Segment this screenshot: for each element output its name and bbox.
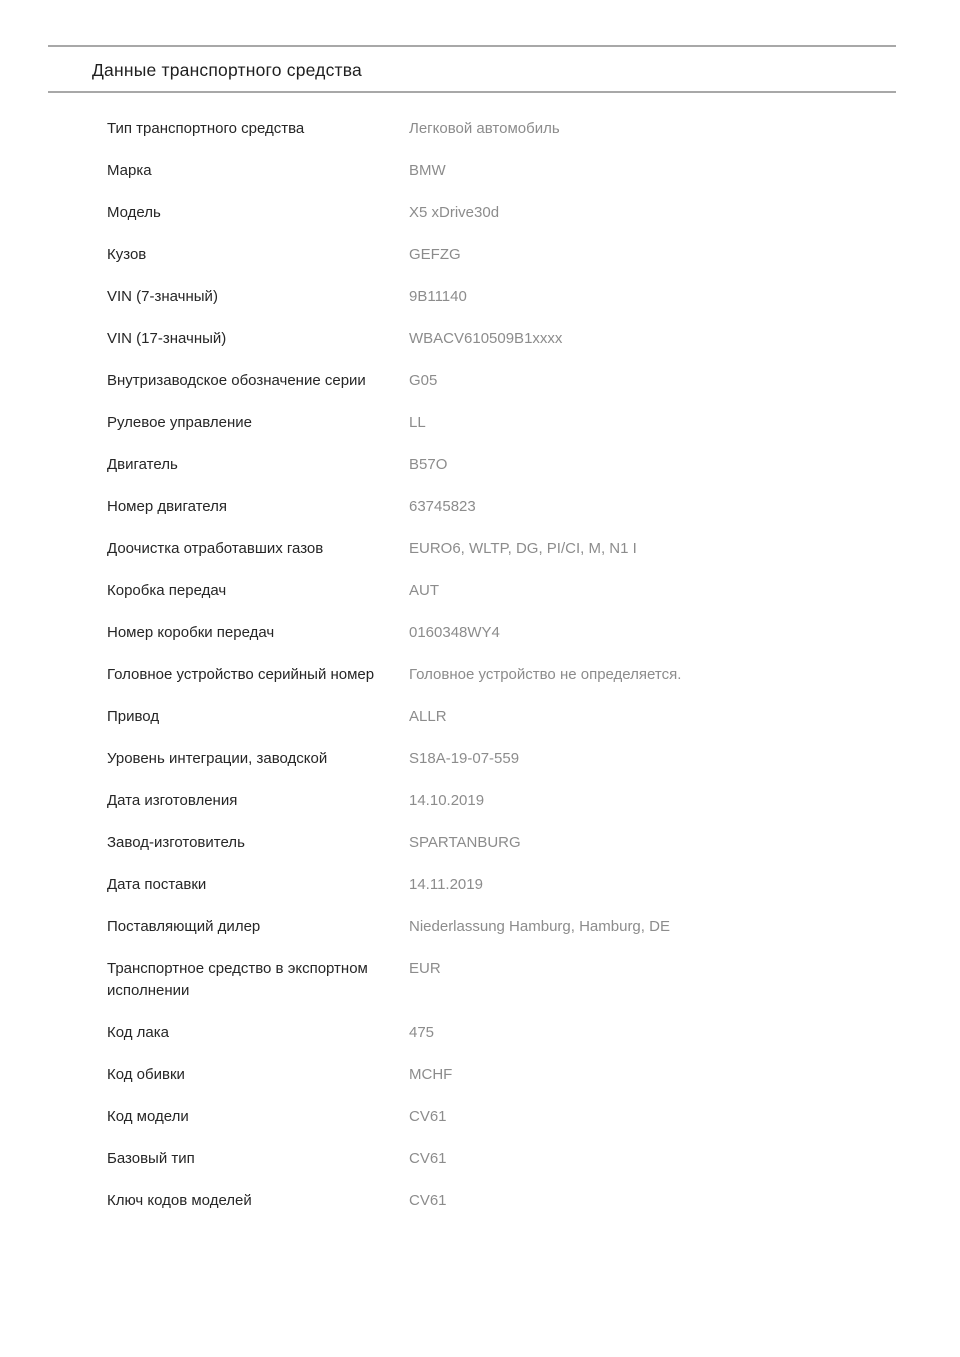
- table-row: [107, 1022, 907, 1044]
- table-row: [107, 328, 907, 350]
- table-row: [107, 664, 907, 686]
- row-value: CV61: [409, 1192, 447, 1209]
- row-value: Легковой автомобиль: [409, 120, 560, 137]
- table-row: [107, 202, 907, 224]
- row-value: LL: [409, 414, 426, 431]
- table-row: [107, 244, 907, 266]
- row-label: Завод-изготовитель: [107, 834, 245, 851]
- row-label: Марка: [107, 162, 152, 179]
- row-value: B57O: [409, 456, 448, 473]
- row-value: 9B11140: [409, 288, 467, 305]
- table-row: [107, 916, 907, 938]
- row-value: CV61: [409, 1108, 447, 1125]
- row-value: EURO6, WLTP, DG, PI/CI, M, N1 I: [409, 540, 637, 557]
- row-value: ALLR: [409, 708, 447, 725]
- row-value: CV61: [409, 1150, 447, 1167]
- row-label: Кузов: [107, 246, 147, 263]
- table-row: [107, 580, 907, 602]
- table-row: [107, 706, 907, 728]
- row-value: WBACV610509B1xxxx: [409, 330, 563, 347]
- row-value: 0160348WY4: [409, 624, 500, 641]
- table-row: [107, 370, 907, 392]
- row-label: Код модели: [107, 1108, 189, 1125]
- table-row: [107, 286, 907, 308]
- table-row: [107, 958, 907, 1002]
- row-label: Доочистка отработавших газов: [107, 540, 324, 557]
- page-title: Данные транспортного средства: [92, 60, 362, 80]
- row-label: VIN (17-значный): [107, 330, 227, 347]
- row-value: Niederlassung Hamburg, Hamburg, DE: [409, 918, 670, 935]
- table-row: [107, 832, 907, 854]
- table-row: [107, 622, 907, 644]
- row-label: Коробка передач: [107, 582, 227, 599]
- table-row: [107, 538, 907, 560]
- row-value: 63745823: [409, 498, 476, 515]
- top-divider: [48, 45, 896, 47]
- row-value: BMW: [409, 162, 446, 179]
- row-value: 14.11.2019: [409, 876, 483, 893]
- vehicle-data-table: [107, 118, 907, 1232]
- table-row: [107, 118, 907, 140]
- row-label: Ключ кодов моделей: [107, 1192, 252, 1209]
- row-value: SPARTANBURG: [409, 834, 521, 851]
- table-row: [107, 454, 907, 476]
- row-value: G05: [409, 372, 438, 389]
- row-value: AUT: [409, 582, 439, 599]
- row-label: Номер коробки передач: [107, 624, 275, 641]
- row-value: GEFZG: [409, 246, 461, 263]
- row-label: Дата изготовления: [107, 792, 238, 809]
- row-label: Код обивки: [107, 1066, 185, 1083]
- row-value: 475: [409, 1024, 435, 1041]
- row-value: 14.10.2019: [409, 792, 485, 809]
- table-row: [107, 496, 907, 518]
- header-divider: [48, 91, 896, 93]
- row-label: Дата поставки: [107, 876, 207, 893]
- row-label: Рулевое управление: [107, 414, 252, 431]
- row-value: MCHF: [409, 1066, 453, 1083]
- table-row: [107, 412, 907, 434]
- row-label: Номер двигателя: [107, 498, 228, 515]
- table-row: [107, 1106, 907, 1128]
- row-label: Модель: [107, 204, 161, 221]
- row-label: VIN (7-значный): [107, 288, 218, 305]
- row-label: Поставляющий дилер: [107, 918, 261, 935]
- row-value: Головное устройство не определяется.: [409, 666, 682, 683]
- row-label: Головное устройство серийный номер: [107, 666, 375, 683]
- row-label: Тип транспортного средства: [107, 120, 305, 137]
- table-row: [107, 1148, 907, 1170]
- row-label: Код лака: [107, 1024, 169, 1041]
- row-label: Транспортное средство в экспортном исполнении: [107, 960, 368, 999]
- row-label: Базовый тип: [107, 1150, 195, 1167]
- row-value: EUR: [409, 960, 441, 977]
- table-row: [107, 1190, 907, 1212]
- row-label: Двигатель: [107, 456, 178, 473]
- table-row: [107, 790, 907, 812]
- row-label: Внутризаводское обозначение серии: [107, 372, 366, 389]
- row-label: Уровень интеграции, заводской: [107, 750, 328, 767]
- table-row: [107, 874, 907, 896]
- row-value: X5 xDrive30d: [409, 204, 500, 221]
- table-row: [107, 748, 907, 770]
- table-row: [107, 1064, 907, 1086]
- table-row: [107, 160, 907, 182]
- row-value: S18A-19-07-559: [409, 750, 520, 767]
- row-label: Привод: [107, 708, 160, 725]
